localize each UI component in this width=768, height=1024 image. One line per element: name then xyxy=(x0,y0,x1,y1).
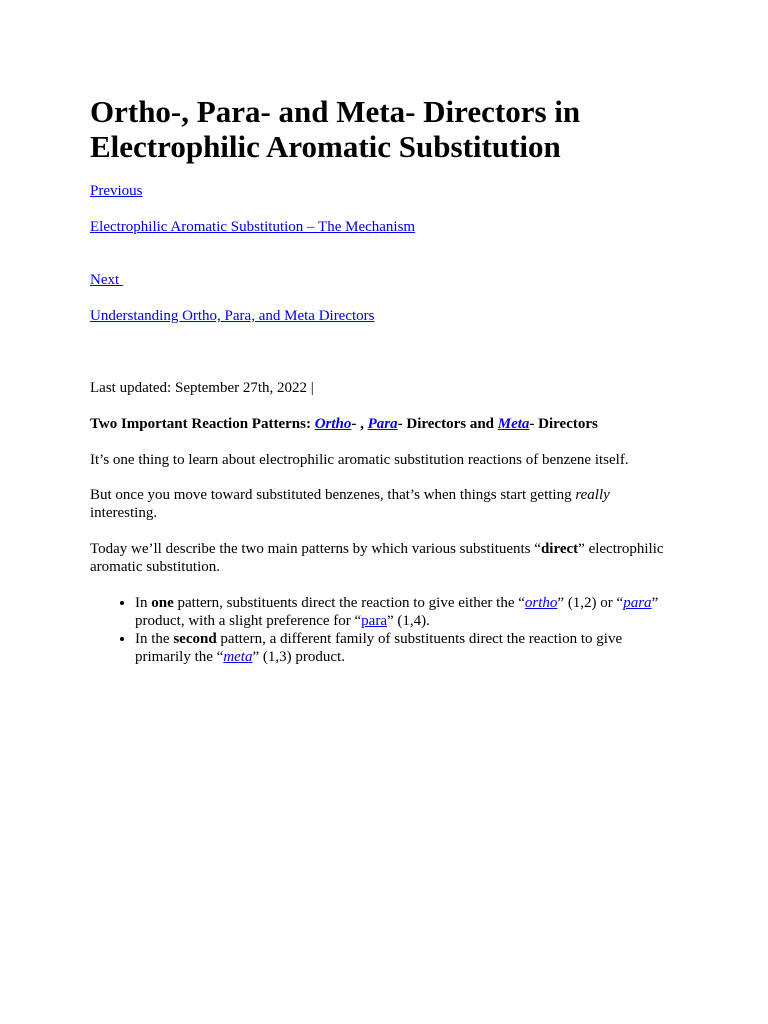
list-item: • In the second pattern, a different family of substituents direct the reaction to give primarily the “meta” (1,3) product. xyxy=(135,630,680,666)
previous-article-link[interactable]: Electrophilic Aromatic Substitution – The Mechanism xyxy=(90,219,416,235)
list-item: • In one pattern, substituents direct the reaction to give either the “ortho” (1,2) or “para” product, with a slight preference for “para” (1,4). xyxy=(135,594,680,630)
last-updated: Last updated: September 27th, 2022 | xyxy=(90,380,314,396)
page-title: Ortho-, Para- and Meta- Directors in Electrophilic Aromatic Substitution xyxy=(90,94,581,164)
section-heading: Two Important Reaction Patterns: Ortho- , Para- Directors and Meta- Directors xyxy=(90,416,598,432)
paragraph-1: It’s one thing to learn about electrophilic aromatic substitution reactions of benzene itself. xyxy=(90,452,629,468)
next-link[interactable]: Next xyxy=(90,272,123,288)
nav-previous-title xyxy=(90,218,680,236)
ortho-link[interactable]: Ortho xyxy=(314,416,352,432)
next-article-link[interactable]: Understanding Ortho, Para, and Meta Directors xyxy=(90,308,375,324)
previous-link[interactable]: Previous xyxy=(90,183,143,199)
paragraph-3: Today we’ll describe the two main patterns by which various substituents “direct” electrophilic aromatic substitution. xyxy=(90,541,664,575)
para-inline-link[interactable]: para xyxy=(623,595,652,611)
para-link[interactable]: Para xyxy=(367,416,398,432)
paragraph-2: But once you move toward substituted benzenes, that’s when things start getting really interesting. xyxy=(90,487,610,521)
nav-previous xyxy=(90,182,680,200)
pattern-list xyxy=(90,594,680,666)
para-link-2[interactable]: para xyxy=(361,613,387,629)
meta-link[interactable]: Meta xyxy=(497,416,530,432)
nav-next-title xyxy=(90,307,680,325)
meta-inline-link[interactable]: meta xyxy=(223,649,253,665)
ortho-inline-link[interactable]: ortho xyxy=(524,595,558,611)
nav-next xyxy=(90,271,680,289)
